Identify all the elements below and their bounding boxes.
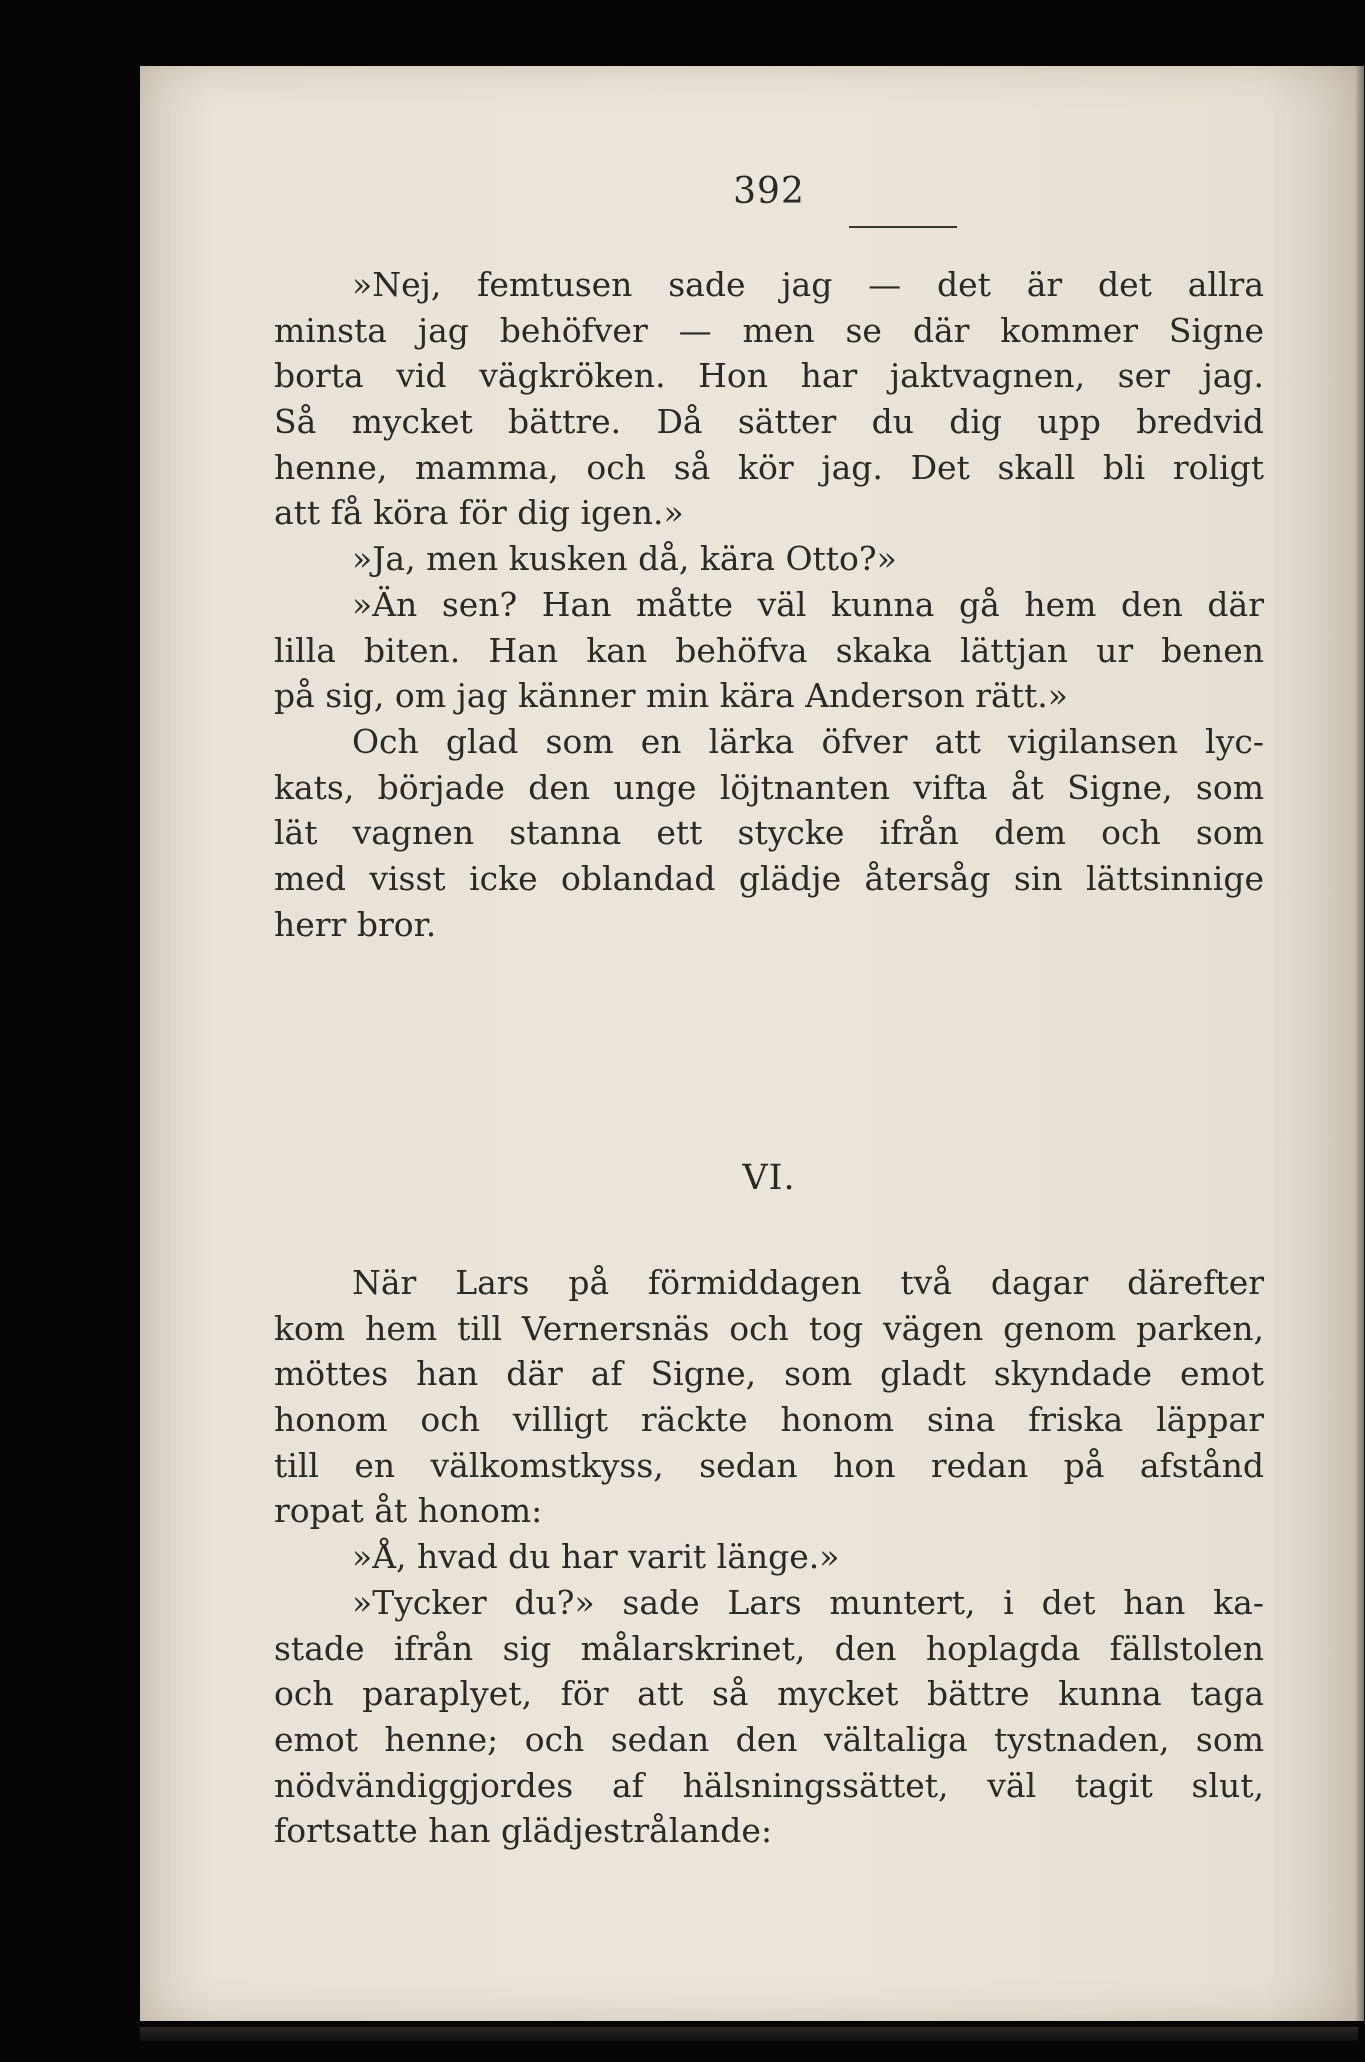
text-line: möttes han där af Signe, som gladt skyndade emot <box>274 1354 1264 1394</box>
page-edge <box>1356 66 1364 2021</box>
text-line: »Å, hvad du har varit länge.» <box>352 1537 840 1577</box>
text-line: minsta jag behöfver — men se där kommer Signe <box>274 310 1264 350</box>
text-line: honom och villigt räckte honom sina friska läppar <box>274 1400 1264 1440</box>
text-line: »Än sen? Han måtte väl kunna gå hem den där <box>352 584 1264 624</box>
text-line: ropat åt honom: <box>274 1491 543 1531</box>
text-line: nödvändiggjordes af hälsningssättet, väl tagit slut, <box>274 1765 1264 1805</box>
text-line: på sig, om jag känner min kära Anderson rätt.» <box>274 676 1068 716</box>
text-line: att få köra för dig igen.» <box>274 493 684 533</box>
text-line: och paraplyet, för att så mycket bättre kunna taga <box>274 1674 1264 1714</box>
text-line: »Ja, men kusken då, kära Otto?» <box>352 539 897 579</box>
text-line: lilla biten. Han kan behöfva skaka lättjan ur benen <box>274 630 1264 670</box>
text-line: stade ifrån sig målarskrinet, den hoplagda fällstolen <box>274 1628 1264 1668</box>
text-line: med visst icke oblandad glädje återsåg sin lättsinnige <box>274 858 1264 898</box>
text-line: När Lars på förmiddagen två dagar därefter <box>352 1263 1264 1302</box>
text-line: fortsatte han glädjestrålande: <box>274 1811 773 1851</box>
text-line: Och glad som en lärka öfver att vigilansen lyc- <box>352 721 1264 761</box>
text-line: borta vid vägkröken. Hon har jaktvagnen, ser jag. <box>274 356 1264 396</box>
text-line: herr bror. <box>274 904 437 944</box>
text-line: henne, mamma, och så kör jag. Det skall bli roligt <box>274 447 1264 487</box>
page-number: 392 <box>733 171 805 212</box>
chapter-heading: VI. <box>742 1158 796 1198</box>
text-line: lät vagnen stanna ett stycke ifrån dem och som <box>274 813 1264 853</box>
text-line: »Nej, femtusen sade jag — det är det allra <box>352 265 1264 304</box>
text-line: kats, började den unge löjtnanten vifta åt Signe, som <box>274 767 1264 807</box>
text-line: till en välkomstkyss, sedan hon redan på afstånd <box>274 1445 1264 1485</box>
section-2-text <box>274 1260 1264 1854</box>
page-number-rule <box>849 226 957 228</box>
text-line: emot henne; och sedan den vältaliga tystnaden, som <box>274 1719 1264 1759</box>
binding-edge <box>140 2027 1358 2041</box>
paper-sheet <box>140 66 1358 2021</box>
section-1-text <box>274 262 1264 947</box>
text-line: kom hem till Vernersnäs och tog vägen genom parken, <box>274 1308 1264 1348</box>
text-line: »Tycker du?» sade Lars muntert, i det han ka- <box>352 1582 1264 1622</box>
text-line: Så mycket bättre. Då sätter du dig upp bredvid <box>274 402 1264 442</box>
